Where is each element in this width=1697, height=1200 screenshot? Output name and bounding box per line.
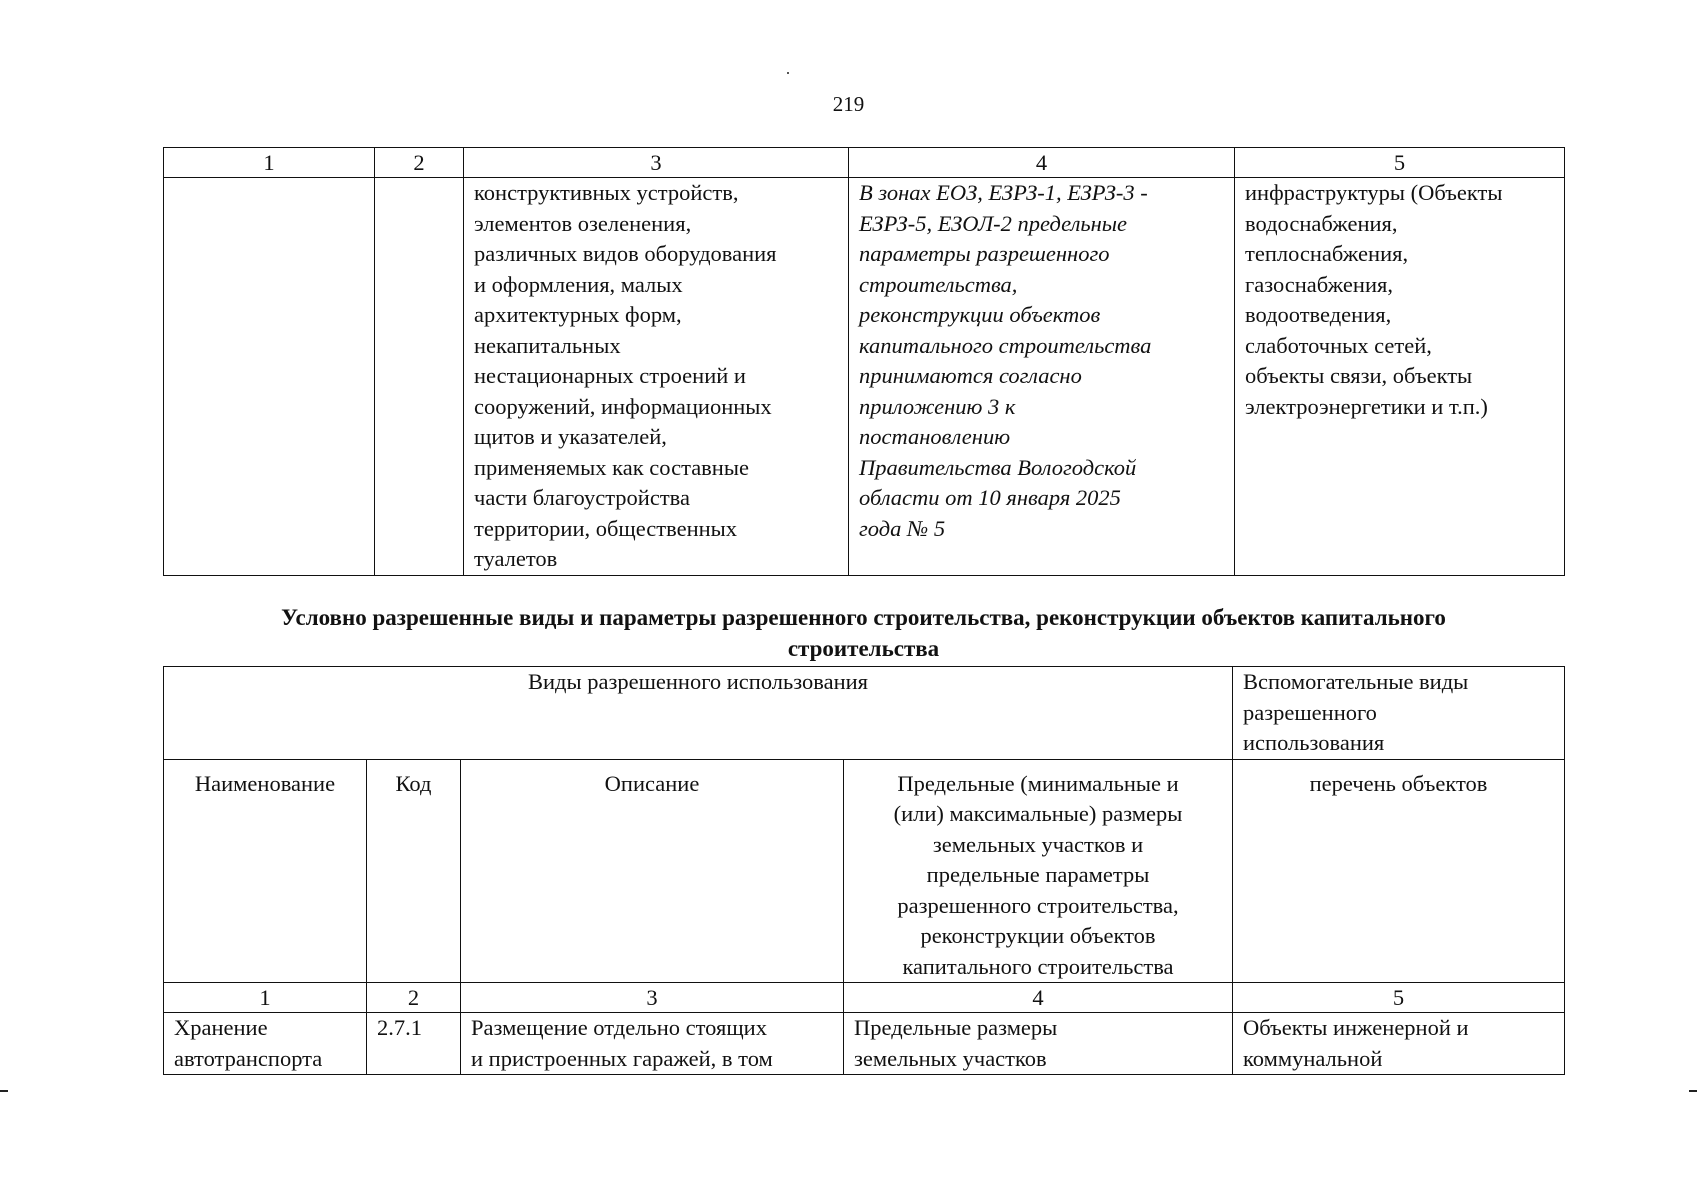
description-cell: конструктивных устройств, элементов озеленения, различных видов оборудования и оформления, малых архитектурных форм, некапитальных нестационарных строений и сооружений, информационных щитов и указателей, применяемых как составные части благоустройства территории, общественных туалетов: [464, 178, 849, 576]
limits-cell: Предельные размеры земельных участков: [844, 1013, 1233, 1075]
name-cell: [164, 178, 375, 576]
code-cell: [375, 178, 464, 576]
scan-dot: [787, 72, 789, 74]
header-description: Описание: [461, 759, 844, 983]
table-bottom-number-row: [164, 983, 1565, 1013]
column-number: 1: [164, 983, 367, 1013]
header-code: Код: [367, 759, 461, 983]
header-name: Наименование: [164, 759, 367, 983]
column-number: 2: [375, 148, 464, 178]
aux-header: Вспомогательные виды разрешенного использования: [1233, 667, 1565, 760]
column-number: 4: [844, 983, 1233, 1013]
header-limits: Предельные (минимальные и (или) максимальные) размеры земельных участков и предельные параметры разрешенного строительства, реконструкции объектов капитального строительства: [844, 759, 1233, 983]
edge-mark: [1689, 1090, 1697, 1092]
table-row: [164, 178, 1565, 576]
table-top-number-row: [164, 148, 1565, 178]
column-number: 5: [1233, 983, 1565, 1013]
limits-cell: В зонах ЕОЗ, ЕЗРЗ-1, ЕЗРЗ-3 - ЕЗРЗ-5, ЕЗОЛ-2 предельные параметры разрешенного строительства, реконструкции объектов капитального строительства принимаются согласно приложению 3 к постановлению Правительства Вологодской области от 10 января 2025 года № 5: [849, 178, 1235, 576]
description-cell: Размещение отдельно стоящих и пристроенных гаражей, в том: [461, 1013, 844, 1075]
column-header-row: [164, 759, 1565, 983]
column-number: 5: [1235, 148, 1565, 178]
table-row: [164, 1013, 1565, 1075]
objects-cell: инфраструктуры (Объекты водоснабжения, теплоснабжения, газоснабжения, водоотведения, слаботочных сетей, объекты связи, объекты электроэнергетики и т.п.): [1235, 178, 1565, 576]
objects-cell: Объекты инженерной и коммунальной: [1233, 1013, 1565, 1075]
group-header-row: [164, 667, 1565, 760]
edge-mark: [0, 1090, 8, 1092]
column-number: 3: [464, 148, 849, 178]
table-top: [163, 147, 1565, 576]
section-heading: Условно разрешенные виды и параметры разрешенного строительства, реконструкции объектов капитального строительства: [281, 605, 1446, 661]
table-bottom: [163, 666, 1565, 1075]
column-number: 4: [849, 148, 1235, 178]
header-objects: перечень объектов: [1233, 759, 1565, 983]
column-number: 3: [461, 983, 844, 1013]
column-number: 1: [164, 148, 375, 178]
name-cell: Хранение автотранспорта: [164, 1013, 367, 1075]
column-number: 2: [367, 983, 461, 1013]
page-number: 219: [832, 92, 865, 116]
code-cell: 2.7.1: [367, 1013, 461, 1075]
group-header: Виды разрешенного использования: [164, 667, 1233, 760]
